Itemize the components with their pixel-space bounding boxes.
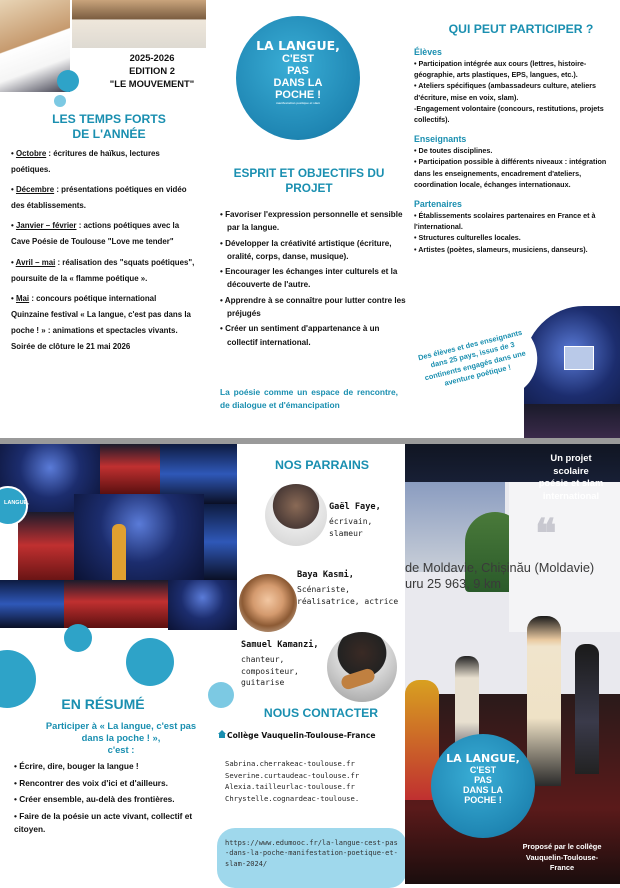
collage-photo-9 bbox=[168, 580, 237, 630]
logo-bottom-text-3: PAS bbox=[474, 775, 492, 785]
objectifs-tagline: La poésie comme un espace de rencontre, de dialogue et d'émancipation bbox=[220, 387, 398, 410]
screen-caption bbox=[405, 560, 620, 592]
logo-bottom-text-1: LA LANGUE, bbox=[446, 752, 520, 765]
right-headline-1: Un projet bbox=[550, 452, 592, 463]
conference-photo bbox=[524, 306, 620, 438]
resume-item: • Rencontrer des voix d'ici et d'ailleurs. bbox=[14, 777, 168, 788]
participant-item: • De toutes disciplines. bbox=[414, 146, 493, 156]
objectif-text: Développer la créativité artistique (écriture, oralité, corps, danse, musique). bbox=[225, 238, 392, 261]
participant-item: • Artistes (poètes, slameurs, musiciens, danseurs). bbox=[414, 244, 588, 254]
edition-years: 2025-2026 bbox=[129, 52, 175, 63]
proposed-by bbox=[505, 842, 619, 874]
right-headline bbox=[523, 452, 619, 502]
screen-panel bbox=[509, 482, 620, 632]
screen-caption-1: de Moldavie, Chișinău (Moldavie) bbox=[405, 560, 595, 575]
logo-text-4: DANS LA bbox=[273, 77, 323, 89]
contact-title: NOUS CONTACTER bbox=[263, 706, 379, 720]
parrain-role-1: écrivain, slameur bbox=[329, 517, 373, 538]
objectif-text: Encourager les échanges inter culturels et la découverte de l'autre. bbox=[225, 267, 398, 290]
objectif-bullet: • bbox=[220, 210, 226, 219]
contact-email[interactable]: Severine.curtaudeac-toulouse.fr bbox=[225, 770, 360, 780]
temps-forts-list bbox=[11, 146, 195, 359]
logo-bottom-text-5: POCHE ! bbox=[464, 795, 502, 805]
resume-item: • Faire de la poésie un acte vivant, collectif et citoyen. bbox=[14, 810, 193, 835]
contact-email[interactable]: Sabrina.cherrakeac-toulouse.fr bbox=[225, 759, 355, 768]
performer bbox=[112, 524, 126, 580]
samuel-kamanzi-photo bbox=[327, 632, 397, 702]
resume-list bbox=[14, 760, 194, 840]
temps-fort-item bbox=[11, 182, 195, 214]
proposed-by-3: France bbox=[549, 863, 575, 873]
audience bbox=[524, 404, 620, 438]
parrains-title: NOS PARRAINS bbox=[274, 458, 370, 472]
right-headline-3: poésie et slam bbox=[538, 477, 604, 489]
logo-caption: manifestation poétique et slam bbox=[275, 101, 320, 105]
logo-circle-bottom bbox=[431, 734, 535, 838]
objectifs-title-line2: PROJET bbox=[285, 180, 333, 195]
guitar bbox=[340, 667, 377, 691]
edition-block bbox=[96, 52, 208, 90]
temps-fort-item bbox=[11, 255, 195, 287]
decor-circle bbox=[0, 650, 36, 708]
temps-fort-bullet: • bbox=[11, 257, 16, 267]
panel-parrains bbox=[225, 444, 405, 884]
resume-lead-3: c'est : bbox=[107, 744, 135, 756]
temps-fort-month: Décembre bbox=[15, 185, 55, 195]
panel-resume bbox=[0, 444, 237, 884]
objectif-item bbox=[220, 208, 406, 235]
contact-email[interactable]: Chrystelle.cognardeac-toulouse. bbox=[225, 793, 360, 803]
participants-title: QUI PEUT PARTICIPER ? bbox=[448, 22, 594, 36]
temps-fort-text: : présentations poétiques en vidéo des établissements. bbox=[11, 185, 187, 211]
resume-item: • Écrire, dire, bouger la langue ! bbox=[14, 761, 139, 771]
stat-text: Des élèves et des enseignants dans 25 pays, issus de 3 continents engagés dans une aventure poétique ! bbox=[417, 327, 527, 388]
quote-icon: ❝ bbox=[535, 510, 557, 557]
collage-logo-text: LANGUE, bbox=[4, 500, 29, 506]
right-headline-2: scolaire bbox=[553, 464, 589, 476]
temps-fort-month: Avril – mai bbox=[15, 257, 56, 267]
contact-email[interactable]: Alexia.tailleurlac-toulouse.fr bbox=[225, 782, 355, 791]
temps-fort-text: : actions poétiques avec la Cave Poésie de Toulouse "Love me tender" bbox=[11, 221, 180, 247]
participant-item: -Engagement volontaire (concours, restitutions, projets collectifs). bbox=[414, 103, 604, 125]
contact-emails bbox=[225, 758, 403, 804]
collage-photo-5 bbox=[74, 494, 204, 580]
gael-faye-photo bbox=[265, 484, 327, 546]
parrain-name-3: Samuel Kamanzi, bbox=[241, 640, 319, 650]
temps-fort-bullet: • bbox=[11, 185, 16, 195]
panel-international bbox=[405, 444, 620, 884]
logo-text-2: C'EST bbox=[282, 53, 314, 65]
participant-group-heading: Partenaires bbox=[414, 199, 462, 210]
resume-item: • Créer ensemble, au-delà des frontières. bbox=[14, 794, 175, 805]
objectif-text: Favoriser l'expression personnelle et sensible par la langue. bbox=[225, 210, 403, 233]
panel-participants bbox=[406, 0, 620, 438]
objectif-text: Créer un sentiment d'appartenance à un collectif international. bbox=[225, 324, 380, 347]
temps-fort-text: : réalisation des "squats poétiques", poursuite de la « flamme poétique ». bbox=[11, 257, 195, 283]
resume-lead bbox=[16, 720, 226, 757]
collage-photo-8 bbox=[64, 580, 168, 628]
proposed-by-1: Proposé par le collège bbox=[522, 842, 602, 851]
logo-text-5: POCHE ! bbox=[275, 89, 321, 101]
temps-fort-month: Mai bbox=[15, 293, 30, 303]
decor-circle bbox=[64, 624, 92, 652]
decor-circle-small bbox=[54, 95, 66, 107]
temps-fort-bullet: • bbox=[11, 221, 16, 231]
participant-item: • Participation intégrée aux cours (lettres, histoire-géographie, arts plastiques, EPS, langues, etc.). bbox=[414, 59, 587, 80]
objectif-item bbox=[220, 265, 406, 292]
temps-fort-text: : concours poétique international Quinzaine festival « La langue, c'est pas dans la poche ! » : animations et spectacles vivants. Soirée de clôture le 21 mai 2026 bbox=[11, 293, 191, 352]
performer-3 bbox=[575, 644, 599, 774]
objectifs-title bbox=[212, 166, 406, 195]
temps-forts-title bbox=[14, 112, 204, 141]
panel-temps-forts bbox=[0, 0, 206, 438]
objectif-text: Apprendre à se connaître pour lutter contre les préjugés bbox=[224, 295, 406, 319]
resume-lead-2: dans la poche ! », bbox=[81, 732, 161, 744]
participant-group-heading: Élèves bbox=[414, 47, 442, 57]
logo-text-3: PAS bbox=[287, 65, 309, 77]
logo-circle bbox=[236, 16, 360, 140]
screen-caption-2: uru 25 963, 9 km bbox=[405, 576, 502, 591]
objectifs-list bbox=[220, 208, 406, 351]
temps-fort-text: : écritures de haïkus, lectures poétiques. bbox=[11, 149, 160, 175]
collage-photo-2 bbox=[100, 444, 160, 494]
resume-title: EN RÉSUMÉ bbox=[61, 696, 145, 712]
contact-school: Collège Vauquelin-Toulouse-France bbox=[227, 731, 376, 740]
parrain-name-1: Gaël Faye, bbox=[329, 502, 381, 512]
objectif-bullet: • bbox=[220, 238, 226, 248]
baya-kasmi-photo bbox=[239, 574, 297, 632]
participant-item: • Structures culturelles locales. bbox=[414, 233, 521, 243]
objectif-item bbox=[220, 294, 406, 321]
classroom-photo bbox=[72, 0, 206, 48]
collage-photo-7 bbox=[0, 580, 64, 628]
temps-fort-item bbox=[11, 146, 195, 178]
collage-photo-6 bbox=[204, 504, 237, 580]
objectif-bullet: • bbox=[220, 324, 226, 334]
objectif-item bbox=[220, 322, 406, 349]
edition-number: EDITION 2 bbox=[129, 64, 175, 76]
parrain-role-2: Scénariste, réalisatrice, actrice bbox=[297, 585, 399, 606]
project-url-link[interactable]: https://www.edumooc.fr/la-langue-cest-pas-dans-la-poche-manifestation-poetique-et-slam-2024/ bbox=[225, 839, 398, 868]
logo-text-1: LA LANGUE, bbox=[256, 38, 340, 53]
edition-theme: "LE MOUVEMENT" bbox=[109, 77, 195, 89]
logo-bottom-text-4: DANS LA bbox=[463, 785, 503, 795]
participant-group-heading: Enseignants bbox=[414, 134, 467, 145]
decor-circle bbox=[126, 638, 174, 686]
decor-circle bbox=[57, 70, 79, 92]
parrain-role-3: chanteur, compositeur, guitarise bbox=[241, 655, 299, 687]
participant-item: • Participation possible à différents niveaux : intégration dans les enseignements, encadrement d'ateliers, coordination locale, échanges internationaux. bbox=[414, 157, 607, 189]
temps-fort-month: Janvier – février bbox=[15, 221, 77, 231]
temps-fort-item bbox=[11, 218, 195, 250]
home-icon bbox=[217, 726, 227, 744]
logo-bottom-text-2: C'EST bbox=[469, 765, 497, 775]
decor-circle bbox=[208, 682, 234, 708]
temps-forts-title-line2: DE L'ANNÉE bbox=[72, 126, 146, 141]
participant-item: • Établissements scolaires partenaires en France et à l'international. bbox=[414, 211, 596, 232]
objectif-item bbox=[220, 237, 406, 264]
parrain-name-2: Baya Kasmi, bbox=[297, 570, 354, 580]
temps-fort-bullet: • bbox=[11, 149, 16, 158]
proposed-by-2: Vauquelin-Toulouse- bbox=[525, 852, 599, 862]
objectifs-title-line1: ESPRIT ET OBJECTIFS DU bbox=[233, 166, 385, 180]
participants-groups bbox=[414, 46, 614, 255]
right-headline-4: international bbox=[542, 489, 600, 501]
stage-screen bbox=[564, 346, 594, 370]
objectif-bullet: • bbox=[220, 295, 225, 305]
objectif-bullet: • bbox=[220, 267, 226, 277]
temps-fort-bullet: • bbox=[11, 293, 16, 303]
participant-item: • Ateliers spécifiques (ambassadeurs culture, ateliers d'écriture, mise en voix, slam). bbox=[414, 81, 597, 102]
temps-fort-month: Octobre bbox=[15, 149, 47, 158]
temps-forts-title-line1: LES TEMPS FORTS bbox=[52, 112, 166, 126]
panel-objectifs bbox=[206, 0, 406, 438]
resume-lead-1: Participer à « La langue, c'est pas bbox=[45, 720, 197, 731]
temps-fort-item bbox=[11, 291, 195, 355]
